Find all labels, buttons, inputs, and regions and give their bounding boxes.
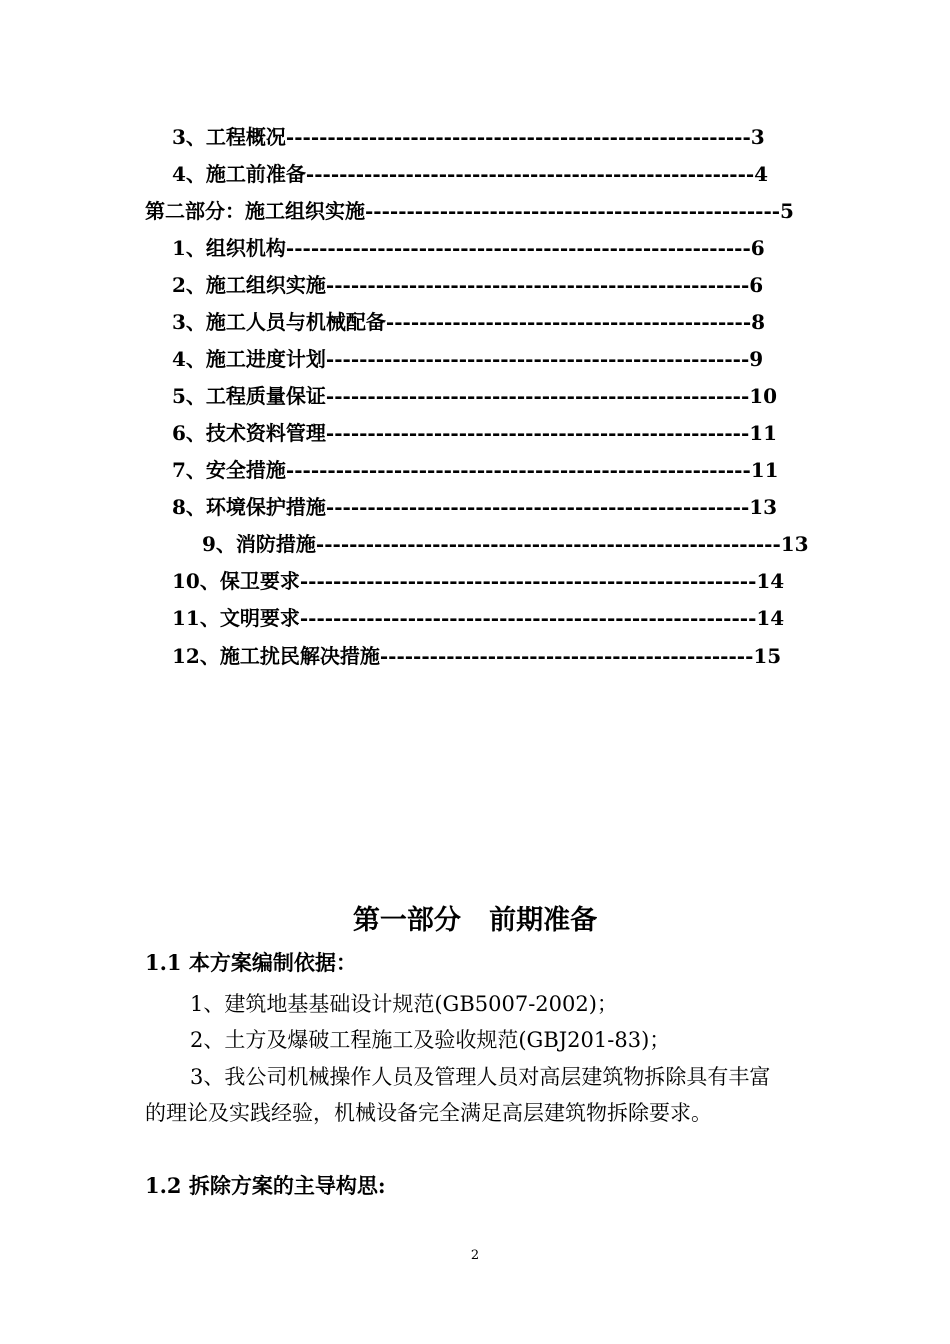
toc-entry[interactable]	[145, 196, 794, 226]
toc-label: 4、施工前准备	[172, 162, 306, 186]
toc-leader: --------------------------------------------------------	[285, 458, 751, 482]
toc-entry[interactable]	[172, 270, 764, 300]
toc-entry[interactable]	[172, 159, 769, 189]
toc-entry[interactable]	[172, 418, 778, 448]
toc-leader: --------------------------------------------------------	[285, 236, 751, 260]
toc-page: 13	[780, 532, 809, 556]
toc-label: 5、工程质量保证	[172, 384, 326, 408]
toc-page: 14	[756, 606, 785, 630]
toc-leader: -------------------------------------------------------	[299, 569, 757, 593]
toc-label: 8、环境保护措施	[172, 495, 326, 519]
toc-leader: ---------------------------------------------------	[325, 347, 750, 371]
toc-leader: ------------------------------------------------------	[305, 162, 755, 186]
toc-page: 6	[749, 273, 764, 297]
toc-entry[interactable]	[172, 122, 765, 152]
basis-item-3: 3、我公司机械操作人员及管理人员对高层建筑物拆除具有丰富	[190, 1065, 771, 1089]
toc-entry[interactable]	[202, 529, 809, 559]
toc-label: 11、文明要求	[172, 606, 300, 630]
toc-label: 第二部分：施工组织实施	[145, 199, 365, 223]
toc-page: 11	[749, 421, 778, 445]
toc-label: 2、施工组织实施	[172, 273, 326, 297]
toc-leader: ---------------------------------------------------	[325, 273, 750, 297]
toc-label: 1、组织机构	[172, 236, 286, 260]
toc-page: 6	[750, 236, 765, 260]
section-title: 第一部分 前期准备	[352, 905, 598, 936]
toc-entry[interactable]	[172, 307, 766, 337]
toc-label: 10、保卫要求	[172, 569, 300, 593]
toc-page: 10	[749, 384, 778, 408]
toc-page: 8	[751, 310, 766, 334]
toc-page: 5	[780, 199, 794, 223]
toc-page: 11	[750, 458, 779, 482]
toc-leader: ---------------------------------------------------	[325, 421, 750, 445]
toc-leader: --------------------------------------------------	[365, 199, 781, 223]
basis-item-3-continued: 的理论及实践经验，机械设备完全满足高层建筑物拆除要求。	[145, 1101, 712, 1125]
toc-label: 3、工程概况	[172, 125, 286, 149]
toc-label: 7、安全措施	[172, 458, 286, 482]
toc-leader: -------------------------------------------------------	[299, 606, 757, 630]
toc-page: 9	[749, 347, 764, 371]
toc-entry[interactable]	[172, 492, 778, 522]
page-number: 2	[470, 1248, 480, 1263]
basis-item-2: 2、土方及爆破工程施工及验收规范(GBJ201-83)；	[190, 1028, 671, 1052]
toc-label: 6、技术资料管理	[172, 421, 326, 445]
toc-page: 4	[754, 162, 769, 186]
toc-page: 15	[753, 644, 782, 668]
toc-entry[interactable]	[172, 344, 764, 374]
toc-entry[interactable]	[172, 566, 785, 596]
toc-leader: ---------------------------------------------------	[325, 495, 750, 519]
toc-entry[interactable]	[172, 233, 765, 263]
section-heading-1-1: 1.1 本方案编制依据：	[145, 950, 357, 975]
toc-page: 3	[750, 125, 765, 149]
toc-label: 9、消防措施	[202, 532, 316, 556]
toc-entry[interactable]	[172, 381, 778, 411]
toc-entry[interactable]	[172, 641, 782, 671]
toc-label: 3、施工人员与机械配备	[172, 310, 386, 334]
toc-label: 4、施工进度计划	[172, 347, 326, 371]
basis-item-1: 1、建筑地基基础设计规范(GB5007-2002)；	[190, 992, 618, 1016]
toc-entry[interactable]	[172, 455, 779, 485]
toc-leader: ---------------------------------------------------	[325, 384, 750, 408]
toc-leader: --------------------------------------------------------	[285, 125, 751, 149]
toc-entry[interactable]	[172, 603, 785, 633]
toc-leader: --------------------------------------------------------	[315, 532, 781, 556]
section-heading-1-2: 1.2 拆除方案的主导构思:	[145, 1173, 386, 1198]
toc-leader: ---------------------------------------------	[379, 644, 754, 668]
toc-label: 12、施工扰民解决措施	[172, 644, 380, 668]
toc-leader: --------------------------------------------	[385, 310, 752, 334]
toc-page: 14	[756, 569, 785, 593]
toc-page: 13	[749, 495, 778, 519]
